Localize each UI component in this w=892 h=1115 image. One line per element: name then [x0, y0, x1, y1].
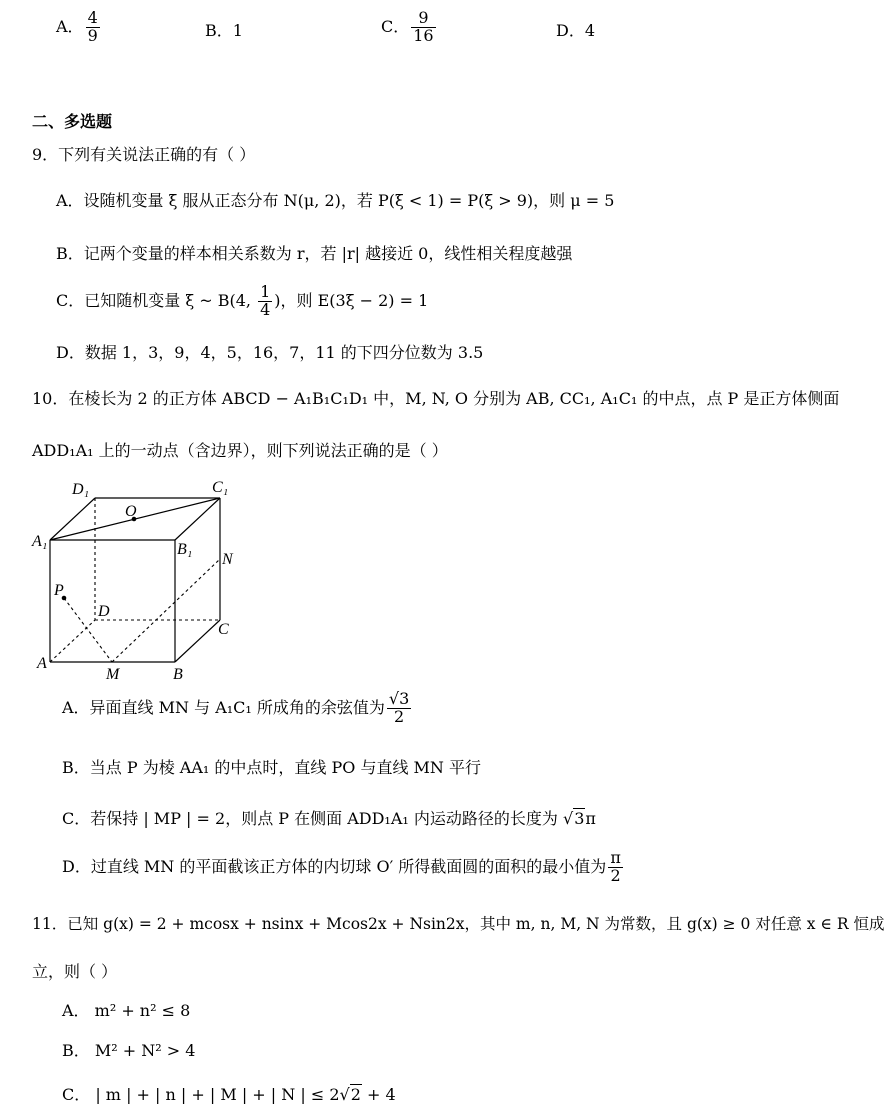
q10-stem-line2: ADD₁A₁ 上的一动点（含边界），则下列说法正确的是（ ） [32, 441, 448, 460]
edge-bc [175, 620, 220, 662]
q11-option-b: B． M² + N² > 4 [62, 1041, 196, 1060]
q11-option-a: A． m² + n² ≤ 8 [62, 1001, 191, 1020]
label-b1: B₁ [177, 541, 193, 558]
hidden-edge-ad [50, 620, 95, 662]
q10-option-b: B．当点 P 为棱 AA₁ 的中点时，直线 PO 与直线 MN 平行 [62, 758, 482, 777]
label-a1: A₁ [32, 533, 48, 550]
q8-option-a: A． $\frac{4}{9}$ [56, 8, 98, 45]
q10-option-d: D．过直线 MN 的平面截该正方体的内切球 O′ 所得截面圆的面积的最小值为 $\frac{\pi}{2}$ [62, 848, 621, 885]
label-c: C [218, 621, 229, 638]
label-d1: D₁ [72, 481, 90, 498]
q9-option-b: B．记两个变量的样本相关系数为 r，若 |r| 越接近 0，线性相关程度越强 [56, 244, 573, 263]
edge-b1c1 [175, 498, 220, 540]
q11-option-c: C． | m | + | n | + | M | + | N | ≤ 2√2 + 4 [62, 1085, 396, 1104]
label-a: A [37, 655, 47, 672]
edge-a1d1 [50, 498, 95, 540]
label-p: P [54, 582, 64, 599]
label-b: B [173, 666, 183, 683]
label-n: N [222, 551, 233, 568]
label-c1: C₁ [212, 479, 229, 496]
label-m: M [106, 666, 120, 683]
q8-option-b: B．1 [205, 21, 243, 40]
q9-stem: 9．下列有关说法正确的有（ ） [32, 145, 256, 164]
section-title: 二、多选题 [32, 112, 113, 131]
q11-stem-line1: 11．已知 g(x) = 2 + mcosx + nsinx + Mcos2x + Nsin2x，其中 m, n, M, N 为常数，且 g(x) ≥ 0 对任意 x ∈ R 恒成 [32, 915, 885, 933]
q9-option-a: A．设随机变量 ξ 服从正态分布 N(μ, 2)，若 P(ξ < 1) = P(ξ > 9)，则 μ = 5 [56, 191, 615, 210]
q10-stem-line1: 10．在棱长为 2 的正方体 ABCD − A₁B₁C₁D₁ 中，M, N, O 分别为 AB, CC₁, A₁C₁ 的中点，点 P 是正方体侧面 [32, 389, 840, 408]
q9-option-c: C．已知随机变量 ξ ~ B(4, $\frac{1}{4}$ )，则 E(3ξ − 2) = 1 [56, 282, 429, 319]
segment-mn [112, 559, 220, 662]
label-d: D [98, 603, 110, 620]
q8-option-c: C． $\frac{9}{16}$ [381, 8, 434, 45]
q8-option-d: D．4 [556, 21, 596, 40]
q11-stem-line2: 立，则（ ） [32, 962, 118, 981]
cube-figure [28, 474, 258, 684]
q10-option-c: C．若保持 | MP | = 2，则点 P 在侧面 ADD₁A₁ 内运动路径的长度为 √3π [62, 809, 596, 828]
q10-option-a: A．异面直线 MN 与 A₁C₁ 所成角的余弦值为 $\frac{√3}{2}$ [62, 689, 410, 726]
label-o: O [125, 503, 137, 520]
q9-option-d: D．数据 1，3，9，4，5，16，7，11 的下四分位数为 3.5 [56, 343, 484, 362]
